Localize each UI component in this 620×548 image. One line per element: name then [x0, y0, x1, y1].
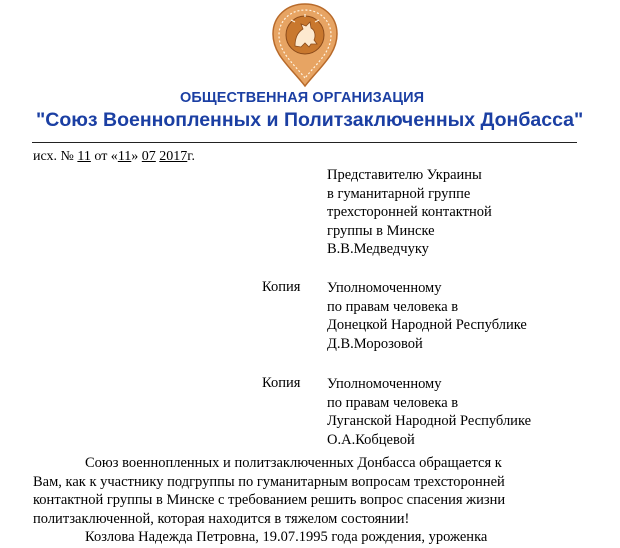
addressee-block — [327, 375, 531, 449]
outgoing-separator: » — [131, 149, 142, 164]
addressee-line: в гуманитарной группе — [327, 185, 471, 202]
outgoing-month: 07 — [141, 149, 156, 164]
addressee-line: Уполномоченному — [327, 280, 442, 296]
addressee-line: Уполномоченному — [327, 376, 442, 392]
addressee-line: по правам человека в — [327, 394, 459, 411]
org-type-title: ОБЩЕСТВЕННАЯ ОРГАНИЗАЦИЯ — [180, 90, 425, 106]
addressee-line: Луганской Народной Республике — [327, 413, 532, 430]
body-line: Вам, как к участнику подгруппы по гуманитарным вопросам трехсторонней — [33, 473, 505, 490]
addressee-line: Донецкой Народной Республике — [327, 317, 527, 334]
addressee-line: О.А.Кобцевой — [327, 431, 415, 448]
copy-label: Копия — [262, 375, 301, 391]
addressee-line: Д.В.Морозовой — [327, 335, 423, 352]
outgoing-number-value: 11 — [77, 149, 91, 164]
outgoing-number — [33, 149, 195, 165]
copy-label: Копия — [262, 279, 301, 295]
lion-emblem-icon — [267, 2, 343, 88]
outgoing-from-label: от « — [90, 149, 118, 164]
body-line: политзаключенной, которая находится в тяжелом состоянии! — [33, 510, 410, 527]
addressee-line: трехсторонней контактной — [327, 204, 492, 221]
outgoing-year: 2017 — [159, 149, 188, 164]
outgoing-suffix: г. — [187, 149, 195, 164]
addressee-block — [327, 166, 492, 259]
addressee-line: группы в Минске — [327, 222, 435, 239]
body-line: контактной группы в Минске с требованием решить вопрос спасения жизни — [33, 492, 506, 509]
body-line: Козлова Надежда Петровна, 19.07.1995 года рождения, уроженка — [85, 529, 488, 546]
addressee-line: Представителю Украины — [327, 167, 482, 183]
body-line: Союз военнопленных и политзаключенных Донбасса обращается к — [85, 455, 502, 471]
header-divider — [32, 142, 577, 143]
letter-body — [33, 454, 577, 547]
addressee-block — [327, 279, 527, 353]
addressee-line: по правам человека в — [327, 298, 459, 315]
outgoing-day: 11 — [117, 149, 132, 164]
org-name-title: "Союз Военнопленных и Политзаключенных Донбасса" — [36, 109, 584, 131]
outgoing-prefix: исх. № — [33, 149, 78, 164]
addressee-line: В.В.Медведчуку — [327, 241, 429, 258]
